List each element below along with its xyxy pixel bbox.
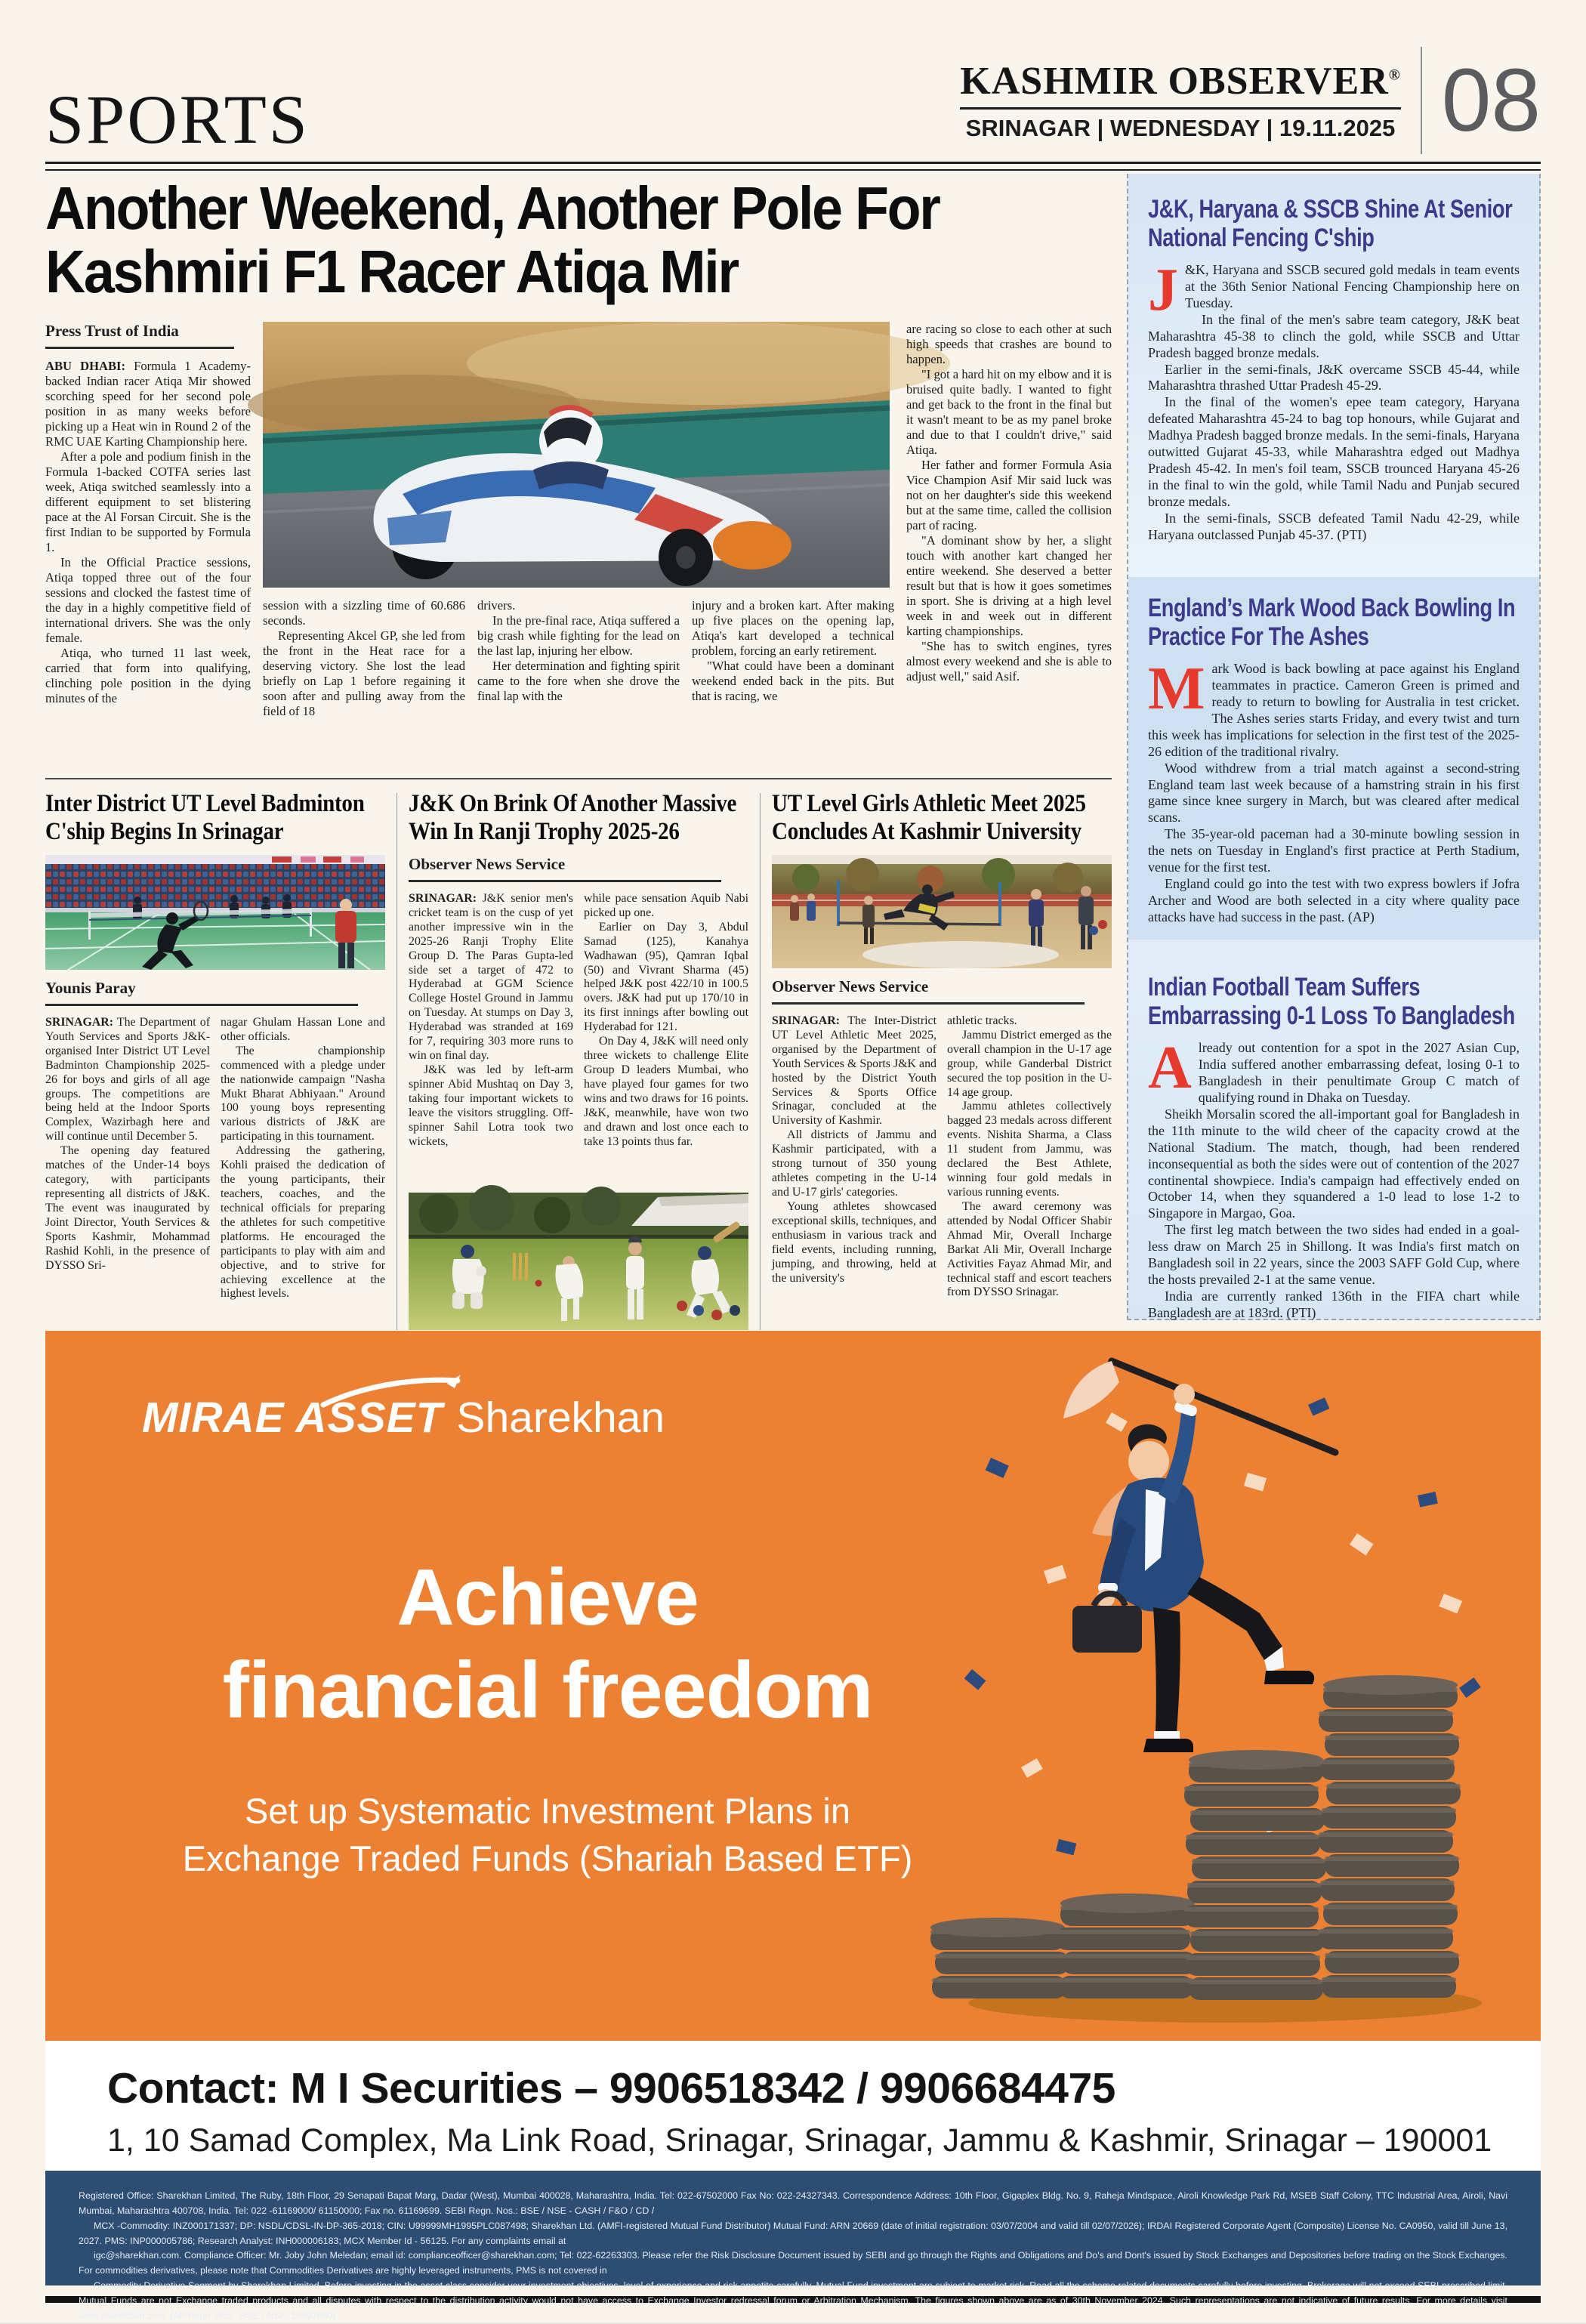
mirae-asset-logo: MIRAE ASSET	[142, 1393, 443, 1443]
advert-illustration	[930, 1344, 1504, 2028]
newspaper-name: KASHMIR OBSERVER®	[960, 60, 1401, 103]
advert-headline: Achieve financial freedom Set up Systematic Investment Plans in Exchange Traded Funds (Shariah Based ETF)	[113, 1551, 982, 1883]
karting-photo-illustration	[263, 322, 890, 588]
article-column-1: SRINAGAR: The Department of Youth Services and Sports J&K-organised Inter District UT Level Badminton Championship 2025-26 for boys and girls of all age groups. The competitions are being held at the Indoor Sports Complex, Wazirbagh here and will continue until December 5. The opening day featured matches of the Under-14 boys category, with participants representing all districts of J&K. The event was inaugurated by Joint Director, Youth Services & Sports Kashmir, Mohammad Rashid Kohli, in the presence of DYSSO Sri-	[45, 1015, 210, 1272]
article-lead: Already out contention for a spot in the 2027 Asian Cup, India suffered another embarrassing defeat, losing 0-1 to Bangladesh in their penultimate Group C match of qualifying round in Dhaka on Tuesday.	[1148, 1034, 1520, 1105]
article-column-2: while pace sensation Aquib Nabi picked up one. Earlier on Day 3, Abdul Samad (125), Kanahya Wadhawan (95), Qamran Iqbal (50) and Vivrant Sharma (45) helped J&K post 422/10 in 100.5 overs. J&K had put up 170/10 in its first innings after bowling out Hyderabad for 121. On Day 4, J&K will need only three wickets to challenge Elite Group D leaders Mumbai, who have played four games for two wins and two draws for 16 points. J&K, meanwhile, have won two and drawn and lost once each to take 13 points thus far.	[584, 891, 748, 1148]
advert-contact: Contact: M I Securities – 9906518342 / 9906684475	[107, 2064, 1115, 2113]
article-headline: England’s Mark Wood Back Bowling In Practice For The Ashes	[1148, 594, 1516, 652]
article-athletics	[772, 790, 1112, 1330]
drop-cap: A	[1148, 1034, 1192, 1101]
article-column-5: are racing so close to each other at such high speeds that crashes are bound to happen. "I got a hard hit on my elbow and it is bruised quite badly. I wanted to fight and get back to the front in the final but it wasn't meant to be as my panel broke and due to that I couldn't drive," said Atiqa. Her father and former Formula Asia Vice Champion Asif Mir said luck was not on her daughter's side this weekend but at the same time, called the collision part of racing. "A dominant show by her, a slight touch with another kart changed her entire weekend. She deserved a better result but that is how it goes sometimes in sport. She is driving at a high level week in and week out in different karting championships. "She has to switch engines, tyres almost every weekend and she is able to adjust well," said Asif.	[906, 322, 1112, 684]
badminton-photo	[45, 855, 385, 970]
article-headline: UT Level Girls Athletic Meet 2025 Concludes At Kashmir University	[772, 790, 1086, 845]
header-rule	[45, 162, 1541, 174]
sharekhan-logo: Sharekhan	[456, 1393, 665, 1442]
article-lead: ABU DHABI: Formula 1 Academy-backed Indian racer Atiqa Mir showed scorching speed for her second pole position in as many weeks before picking up a Heat win in Round 2 of the RMC UAE Karting Championship here.	[45, 359, 251, 449]
section-title: SPORTS	[45, 81, 310, 158]
athletics-photo	[772, 855, 1112, 968]
article-headline: J&K, Haryana & SSCB Shine At Senior National Fencing C'ship	[1148, 195, 1513, 253]
column-rule	[396, 793, 397, 1330]
article-byline: Press Trust of India	[45, 322, 234, 349]
article-column-3: drivers. In the pre-final race, Atiqa suffered a big crash while fighting for the lead on the last lap, injuring her elbow. Her determination and fighting spirit came to the fore when she drove the final lap with the	[477, 598, 680, 703]
article-ranji	[409, 790, 748, 1330]
article-column-1: SRINAGAR: The Inter-District UT Level Athletic Meet 2025, organised by the Department of Youth Services & Sports J&K and hosted by the District Youth Services & Sports Office Srinagar, concluded at the University of Kashmir. All districts of Jammu and Kashmir participated, with a strong turnout of 350 young athletes competing in the U-14 and U-17 girls' categories. Young athletes showcased exceptional skills, techniques, and enthusiasm in various track and field events, including running, jumping, and throwing, held at the university's	[772, 1014, 936, 1285]
page-header	[45, 27, 1541, 158]
article-body: Sheikh Morsalin scored the all-important goal for Bangladesh in the 11th minute to the wild cheer of the capacity crowd at the National Stadium. The match, though, had been rendered inconsequential as both the sides were out of contention of the 2027 continental showpiece. India's campaign had effectively ended on October 14, when they squandered a 1-0 lead to lose 1-2 to Singapore in Margao, Goa. The first leg match between the two sides had ended in a goal-less draw on March 25 in Shillong. It was India's first match on Bangladesh soil in 22 years, since the 2003 SAFF Gold Cup, where the hosts prevailed 2-1 at the same venue. India are currently ranked 136th in the FIFA chart while Bangladesh are at 183rd. (PTI)	[1148, 1106, 1520, 1321]
article-body: After a pole and podium finish in the Formula 1-backed COTFA series last week, Atiqa switched seamlessly into a different equipment to set blistering pace at the Al Forsan Circuit. She is the first Indian to be supported by Formula 1. In the Official Practice sessions, Atiqa topped three out of the four sessions and clocked the fastest time of the day in a highly competitive field of international drivers. She was the only female. Atiqa, who turned 11 last week, carried that form into qualifying, clinching pole position in the dying minutes of the	[45, 449, 251, 705]
article-byline: Observer News Service	[409, 855, 721, 882]
header-divider	[1421, 47, 1422, 154]
article-column-2: athletic tracks. Jammu District emerged as the overall champion in the U-17 age group, while Ganderbal District secured the top position in the U-14 age group. Jammu athletes collectively bagged 23 medals across different events. Nishita Sharma, a Class 11 student from Jammu, was declared the Best Athlete, winning four gold medals in various running events. The award ceremony was attended by Nodal Officer Shabir Ahmad Mir, Overall Incharge Barkat Ali Mir, Overall Incharge Activities Fayaz Ahmad Mir, and technical staff and escort teachers from DYSSO Srinagar.	[947, 1014, 1112, 1299]
article-headline: Inter District UT Level Badminton C'ship Begins In Srinagar	[45, 790, 365, 845]
sidebar-article-fencing	[1148, 195, 1520, 544]
article-lead: J &K, Haryana and SSCB secured gold medals in team events at the 36th Senior National Fencing Championship here on Tuesday.	[1148, 256, 1520, 323]
article-headline: J&K On Brink Of Another Massive Win In Ranji Trophy 2025-26	[409, 790, 737, 845]
article-column-2: session with a sizzling time of 60.686 seconds. Representing Akcel GP, she led from the front in the Heat race for a deserving victory. She lost the lead briefly on Lap 1 before regaining it soon after and pulling away from the field of 18	[263, 598, 465, 718]
sidebar-article-football	[1148, 973, 1520, 1322]
edition-dateline: SRINAGAR | WEDNESDAY | 19.11.2025	[965, 115, 1396, 141]
advert-sharekhan	[45, 1331, 1541, 2041]
article-column-4: injury and a broken kart. After making up five places on the opening lap, Atiqa's kart developed a technical problem, forcing an early retirement. "What could have been a dominant weekend ended back in the pits. But that is racing, we	[692, 598, 894, 703]
article-body: In the final of the men's sabre team category, J&K beat Maharashtra 45-38 to clinch the gold, while SSCB and Uttar Pradesh bagged bronze medals. Earlier in the semi-finals, J&K overcame SSCB 45-44, while Maharashtra thrashed Uttar Pradesh 45-29. In the final of the women's epee team category, Haryana defeated Maharashtra 45-24 to bag top honours, while Gujarat and Madhya Pradesh bagged bronze medals. In the semi-finals, Haryana outwitted Gujarat 45-33, while Maharashtra edged out Madhya Pradesh 45-42. In men's foil team, SSCB trounced Haryana 45-26 in the final to win the gold, while Tamil Nadu and Punjab secured bronze medals. In the semi-finals, SSCB defeated Tamil Nadu 42-29, while Haryana outclassed Punjab 45-37. (PTI)	[1148, 311, 1520, 543]
karting-photo	[263, 322, 894, 588]
column-rule	[760, 793, 761, 1330]
drop-cap: J	[1148, 256, 1178, 323]
article-karting	[45, 174, 1112, 766]
article-badminton	[45, 790, 385, 1330]
article-headline: Another Weekend, Another Pole For Kashmiri F1 Racer Atiqa Mir	[45, 174, 940, 305]
article-body: Wood withdrew from a trial match against a second-string England team last week because of a hamstring strain in his first game since knee surgery in March, but was cleared after medical scans. The 35-year-old paceman had a 30-minute bowling session in the nets on Tuesday in England's first practice at Perth Stadium, venue for the first test. England could go into the test with two express bowlers if Jofra Archer and Wood are both selected in a city where quality pace attacks have had success in the past. (AP)	[1148, 760, 1520, 925]
section-divider	[45, 778, 1112, 779]
drop-cap: M	[1148, 655, 1205, 722]
article-headline: Indian Football Team Suffers Embarrassing 0-1 Loss To Bangladesh	[1148, 973, 1515, 1031]
article-byline: Observer News Service	[772, 977, 1085, 1005]
registered-mark: ®	[1388, 66, 1401, 84]
article-column-1	[45, 322, 251, 766]
article-lead: Mark Wood is back bowling at pace against his England teammates in practice. Cameron Green is primed and ready to return to bowling for Australia in test cricket. The Ashes series starts Friday, and every twist and turn this week has implications for selection in the first test of the 2025-26 edition of the traditional rivalry.	[1148, 655, 1520, 759]
cricket-photo	[409, 1193, 748, 1330]
mirae-swoosh-icon	[319, 1373, 462, 1408]
masthead-block	[960, 47, 1541, 154]
masthead	[960, 59, 1400, 142]
athletics-photo-illustration	[772, 855, 1112, 968]
businessman-on-coins-illustration	[930, 1344, 1504, 2024]
page-number: 08	[1441, 50, 1541, 150]
article-column-1: SRINAGAR: J&K senior men's cricket team is on the cusp of yet another impressive win in the 2025-26 Ranji Trophy Elite Group D. The Paras Gupta-led side set a target of 472 to Hyderabad at GGM Science College Hostel Ground in Jammu on Tuesday. At stumps on Day 3, Hyderabad was stranded at 169 for 7, requiring 303 more runs to win on final day. J&K was led by left-arm spinner Abid Mushtaq on Day 3, taking four important wickets to leave the visitors struggling. Off-spinner Sahil Lotra took two wickets,	[409, 891, 573, 1148]
article-column-2: nagar Ghulam Hassan Lone and other officials. The championship commenced with a pledge under the nationwide campaign "Nasha Mukt Bharat Abhiyaan." Around 100 young boys representing various districts of J&K are participating in this tournament. Addressing the gathering, Kohli praised the dedication of the young participants, their teachers, coaches, and the technical officials for preparing the athletes for such competitive platforms. He encouraged the participants to play with aim and objective, and to strive for achieving excellence at the highest levels.	[221, 1015, 385, 1301]
masthead-rule	[960, 107, 1400, 110]
sidebar-article-england	[1128, 577, 1539, 940]
advert-contact-band	[45, 2041, 1541, 2171]
article-byline: Younis Paray	[45, 979, 358, 1006]
advert-logo	[142, 1393, 665, 1443]
cricket-photo-illustration	[409, 1193, 748, 1330]
advert-address: 1, 10 Samad Complex, Ma Link Road, Srinagar, Srinagar, Jammu & Kashmir, Srinagar – 190001	[107, 2122, 1492, 2159]
advert-subtitle: Set up Systematic Investment Plans in Exchange Traded Funds (Shariah Based ETF)	[182, 1790, 913, 1879]
advert-disclaimer: Registered Office: Sharekhan Limited, The Ruby, 18th Floor, 29 Senapati Bapat Marg, Dadar (West), Mumbai 400028, Maharashtra, India. Tel: 022-67502000 Fax No: 022-24327343. Correspondence Address: 10th Floor, Gigaplex Bldg. No. 9, Raheja Mindspace, Airoli Knowledge Park Rd, MSEB Staff Colony, TTC Industrial Area, Airoli, Navi Mumbai, Maharashtra 400708, India. Tel: 022 -61169000/ 61150000; Fax no. 61169699. SEBI Regn. Nos.: BSE / NSE - CASH / F&O / CD / MCX -Commodity: INZ000171337; DP: NSDL/CDSL-IN-DP-365-2018; CIN: U99999MH1995PLC087498; Sharekhan Ltd. (AMFI-registered Mutual Fund Distributor) Mutual Fund: ARN 20669 (date of initial registration: 03/07/2004 and valid till 02/07/2026); IRDAI Registered Corporate Agent (Composite) License No. CA0950, valid till June 13, 2027. PMS: INP000005786; Research Analyst: INH000006183; MCX Member Id - 56125. For any complaints email at igc@sharekhan.com. Compliance Officer: Mr. Joby John Meledan; email id: complianceofficer@sharekhan.com; Tel: 022-62263303. Please refer the Risk Disclosure Document issued by SEBI and go through the Rights and Obligations and Do's and Dont's issued by Stock Exchanges and Depositories before trading on the Stock Exchanges. For commodities derivatives, please note that Commodities Derivatives are highly leveraged instruments, PMS is not covered in Commodity Derivative Segment by Sharekhan Limited. Before investing in the asset class consider your investment objectives, level of experience and risk appetite carefully. Mutual Fund investment are subject to market risk. Read all the scheme related documents carefully before investing. Brokerage will not exceed SEBI prescribed limit. Mutual Funds are not Exchange traded products and all disputes with respect to the distribution activity would not have access to Exchange Investor redressal forum or Arbitration Mechanism. The figures shown above are as of 30th November 2024. Such representations are not indicative of future results. For more details visit www.sharekhan.com. (AP Regn. Nos.: BSE / NSE: 10697080)	[45, 2171, 1541, 2285]
sidebar	[1127, 174, 1541, 1320]
badminton-photo-illustration	[45, 855, 385, 970]
